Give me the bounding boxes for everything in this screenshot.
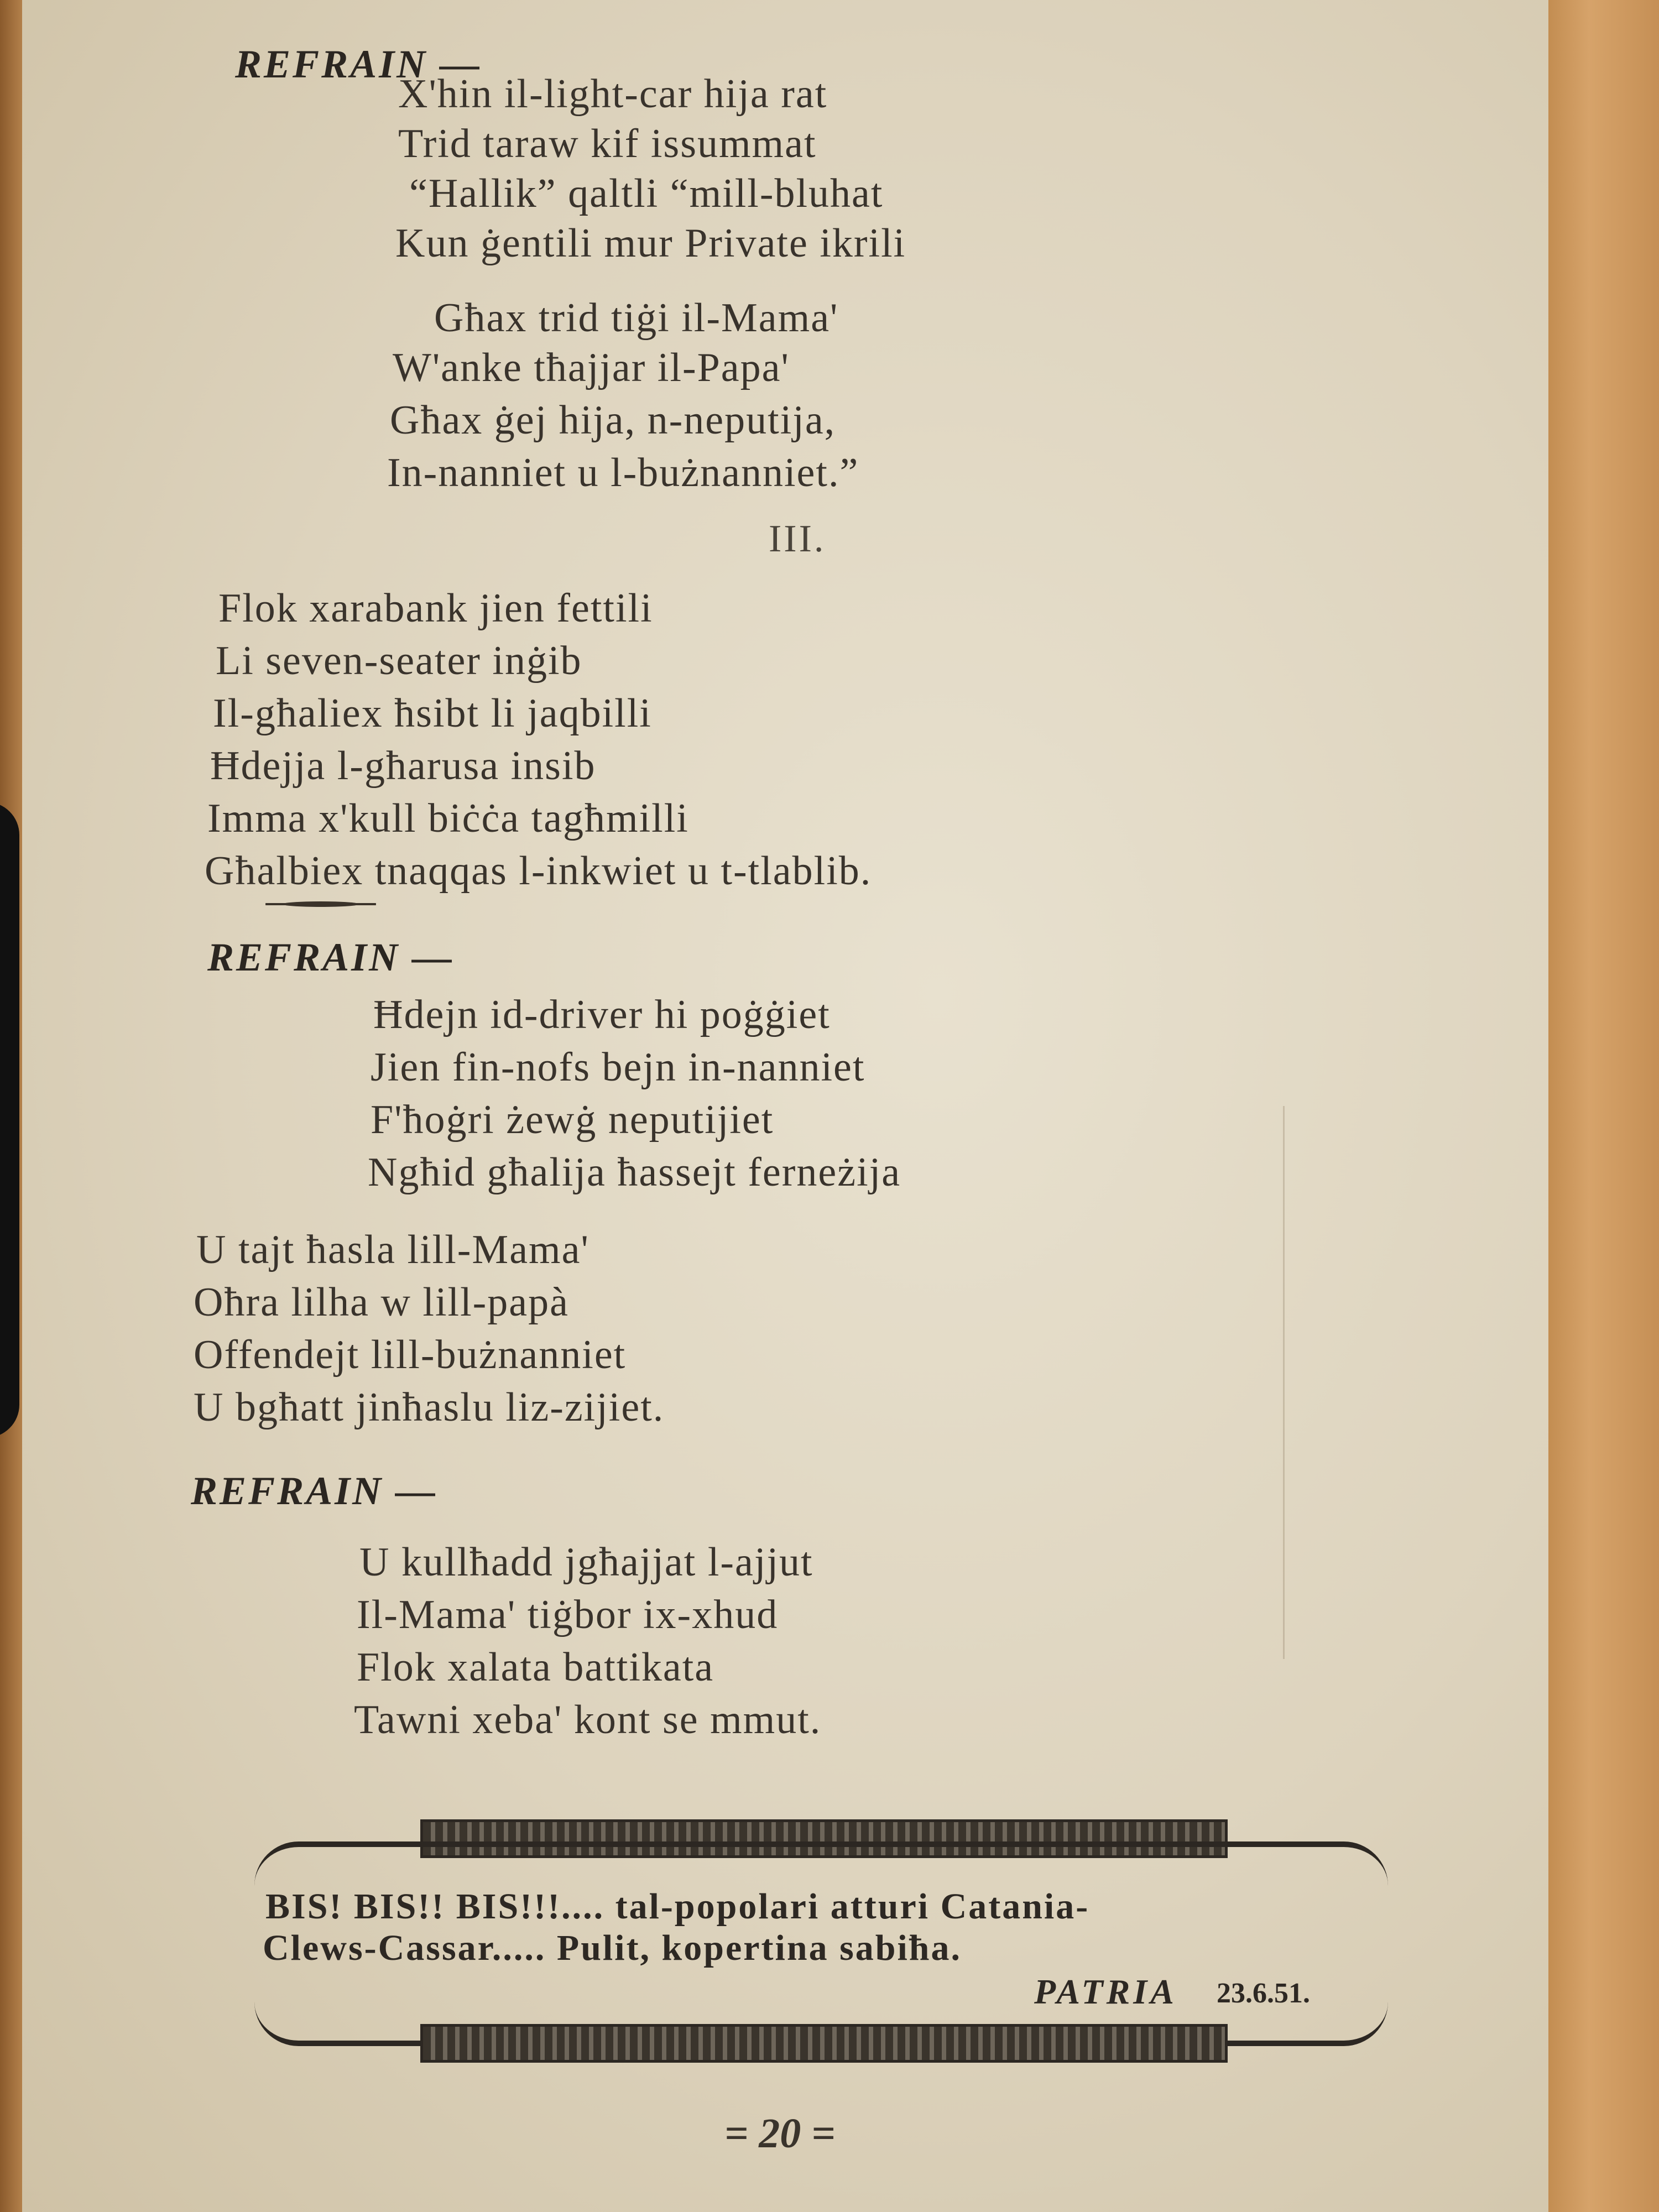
verse-line: Għax ġej hija, n-neputija, <box>390 398 836 443</box>
verse-line: W'anke tħajjar il-Papa' <box>393 345 790 390</box>
verse-line: X'hin il-light-car hija rat <box>398 71 828 117</box>
verse-line: Trid taraw kif issummat <box>398 121 817 166</box>
verse-line: In-nanniet u l-bużnanniet.” <box>387 450 859 495</box>
review-date: 23.6.51. <box>1217 1978 1310 2009</box>
page-right-edge <box>1543 0 1659 2212</box>
review-text-line: BIS! BIS!! BIS!!!.... tal-popolari atturi Catania- <box>265 1886 1090 1927</box>
verse-line: Tawni xeba' kont se mmut. <box>354 1697 822 1743</box>
verse-line: U kullħadd jgħajjat l-ajjut <box>359 1540 813 1585</box>
page-number: = 20 = <box>724 2110 836 2157</box>
decorative-band-bottom <box>420 2024 1228 2063</box>
verse-line: Offendejt lill-bużnanniet <box>194 1332 627 1378</box>
verse-line: “Hallik” qaltli “mill-bluhat <box>409 171 884 216</box>
verse-line: U tajt ħasla lill-Mama' <box>196 1227 589 1272</box>
refrain-label: REFRAIN — <box>207 935 455 979</box>
verse-line: Kun ġentili mur Private ikrili <box>395 221 906 266</box>
verse-line: Ngħid għalija ħassejt ferneżija <box>368 1150 901 1195</box>
refrain-label: REFRAIN — <box>235 42 482 86</box>
review-source: PATRIA <box>1034 1972 1177 2011</box>
ornamental-underline <box>265 900 376 908</box>
verse-line: Il-Mama' tiġbor ix-xhud <box>357 1592 779 1637</box>
verse-line: Li seven-seater inġib <box>216 638 582 684</box>
refrain-label: REFRAIN — <box>191 1469 438 1513</box>
verse-line: Għax trid tiġi il-Mama' <box>434 295 839 341</box>
verse-line: F'ħoġri żewġ neputijiet <box>371 1097 774 1142</box>
verse-line: Imma x'kull biċċa tagħmilli <box>207 796 689 841</box>
binding-shadow <box>0 802 19 1438</box>
verse-line: Jien fin-nofs bejn in-nanniet <box>371 1045 865 1090</box>
verse-line: Għalbiex tnaqqas l-inkwiet u t-tlablib. <box>205 848 872 894</box>
verse-line: U bgħatt jinħaslu liz-zijiet. <box>194 1385 665 1430</box>
verse-line: Ħdejn id-driver hi poġġiet <box>373 992 831 1037</box>
review-text-line: Clews-Cassar..... Pulit, kopertina sabiħa. <box>263 1928 962 1968</box>
section-numeral: III. <box>769 518 826 560</box>
verse-line: Ħdejja l-għarusa insib <box>210 743 596 789</box>
verse-line: Flok xarabank jien fettili <box>218 586 653 631</box>
verse-line: Oħra lilha w lill-papà <box>194 1280 569 1325</box>
verse-line: Flok xalata battikata <box>357 1645 714 1690</box>
book-page <box>22 0 1548 2212</box>
review-box <box>254 1819 1388 2063</box>
verse-line: Il-għaliex ħsibt li jaqbilli <box>213 691 652 736</box>
